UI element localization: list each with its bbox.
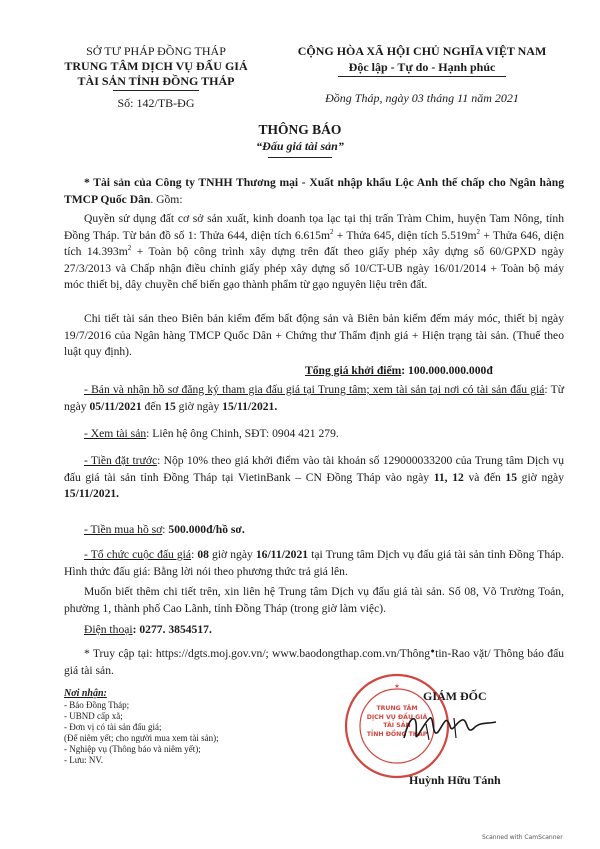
national-header bbox=[272, 44, 572, 106]
contact-info: Muốn biết thêm chi tiết trên, xin liên hệ Trung tâm Dịch vụ đấu giá tài sản. Số 08, Võ Trường Toản, phường 1, thành phố Cao Lãnh, tỉnh Đồng Tháp (trong giờ làm việc). bbox=[64, 585, 564, 615]
motto-underline bbox=[338, 76, 506, 77]
registration-schedule: - Bán và nhận hồ sơ đăng ký tham gia đấu giá tại Trung tâm; xem tài sản tại nơi có tài sản đấu giá: Từ ngày 05/11/2021 đến 15 giờ ngày 15/11/2021. bbox=[64, 383, 565, 413]
asset-description: Quyền sử dụng đất cơ sở sản xuất, kinh doanh tọa lạc tại thị trấn Tràm Chim, huyện Tam Nông, tỉnh Đồng Tháp. Từ bản đồ số 1: Thửa 644, diện tích $6.615m^2$ + Thửa 645, diện tích $5.519m^2$ + Thửa 646, diện tích $14.393m^2$ + Toàn bộ công trình xây dựng trên đất theo giấy phép xây dựng số 60/GPXD ngày 27/3/2013 và Chấp nhận điều chỉnh giấy phép xây dựng số 10/CT-UB ngày 16/01/2014 + Toàn bộ máy móc thiết bị, dây chuyền chế biến gạo thành phẩm từ gạo nguyên liệu trên đất. bbox=[64, 212, 565, 292]
scan-watermark: Scanned with CamScanner bbox=[482, 834, 563, 841]
recipient-item: (Để niêm yết; cho người mua xem tài sản); bbox=[64, 733, 219, 743]
asset-owner: * Tài sản của Công ty TNHH Thương mại - Xuất nhập khẩu Lộc Anh thế chấp cho Ngân hàng TMCP Quốc Dân. Gồm: bbox=[64, 176, 564, 206]
phone-line: Điện thoại: 0277. 3854517. bbox=[84, 623, 212, 636]
dossier-fee: - Tiền mua hồ sơ: 500.000đ/hồ sơ. bbox=[84, 523, 245, 536]
agency-header bbox=[40, 44, 272, 111]
issue-date: Đồng Tháp, ngày 03 tháng 11 năm 2021 bbox=[325, 91, 519, 105]
asset-viewing: - Xem tài sản: Liên hệ ông Chinh, SĐT: 0904 421 279. bbox=[84, 427, 339, 440]
seal-line: TRUNG TÂM bbox=[376, 705, 418, 712]
signatory-name: Huỳnh Hữu Tánh bbox=[409, 773, 501, 787]
starting-price: Tổng giá khởi điểm: 100.000.000.000đ bbox=[305, 364, 493, 377]
handwritten-signature bbox=[396, 704, 506, 750]
agency-parent: SỞ TƯ PHÁP ĐỒNG THÁP bbox=[86, 44, 226, 58]
seal-line: TÀI SẢN bbox=[383, 722, 411, 730]
agency-underline bbox=[113, 90, 199, 91]
recipient-item: - Báo Đồng Tháp; bbox=[64, 700, 130, 710]
signatory-title: GIÁM ĐỐC bbox=[423, 689, 487, 703]
seal-line: TỈNH ĐỒNG THÁP bbox=[366, 730, 428, 738]
recipients-title: Nơi nhận: bbox=[64, 688, 107, 699]
seal-line: DỊCH VỤ ĐẤU GIÁ bbox=[366, 713, 428, 721]
notice-title: THÔNG BÁO bbox=[258, 122, 342, 137]
deposit-info: - Tiền đặt trước: Nộp 10% theo giá khởi điểm vào tài khoản số 129000033200 của Trung tâm Dịch vụ đấu giá tài sản tỉnh Đồng Tháp tại VietinBank – CN Đồng Tháp vào ngày 11, 12 và đến 15 giờ ngày 15/11/2021. bbox=[64, 454, 564, 501]
signature-icon bbox=[396, 704, 506, 750]
recipient-item: - Nghiệp vụ (Thông báo và niêm yết); bbox=[64, 744, 201, 754]
svg-text:★: ★ bbox=[394, 683, 400, 690]
recipient-item: - Lưu: NV. bbox=[64, 755, 103, 765]
asset-details: Chi tiết tài sản theo Biên bản kiểm đếm bất động sản và Biên bản kiểm đếm máy móc, thiết bị ngày 19/7/2016 của Ngân hàng TMCP Quốc Dân + Chứng thư Thẩm định giá + Hiện trạng tài sản. (Thuế theo luật quy định). bbox=[64, 312, 564, 359]
national-title: CỘNG HÒA XÃ HỘI CHỦ NGHĨA VIỆT NAM bbox=[297, 44, 547, 58]
access-links: * Truy cập tại: https://dgts.moj.gov.vn/; www.baodongthap.com.vn/Thông●tin-Rao vặt/ Thông báo đấu giá tài sản. bbox=[64, 647, 565, 677]
recipient-item: - UBND cấp xã; bbox=[64, 711, 123, 721]
agency-name-line2: TÀI SẢN TỈNH ĐỒNG THÁP bbox=[77, 74, 235, 88]
agency-name-line1: TRUNG TÂM DỊCH VỤ ĐẤU GIÁ bbox=[64, 59, 248, 73]
recipient-item: - Đơn vị có tài sản đấu giá; bbox=[64, 722, 162, 732]
bullet-dot-icon: ● bbox=[430, 647, 436, 655]
document-number: Số: 142/TB-ĐG bbox=[117, 96, 195, 110]
recipients-block bbox=[64, 687, 284, 766]
notice-subtitle: “Đấu giá tài sản” bbox=[256, 139, 344, 153]
title-divider bbox=[268, 157, 332, 158]
auction-schedule: - Tổ chức cuộc đấu giá: 08 giờ ngày 16/11/2021 tại Trung tâm Dịch vụ đấu giá tài sản tỉnh Đồng Tháp. Hình thức đấu giá: Bằng lời nói theo phương thức trả giá lên. bbox=[64, 548, 564, 578]
national-motto: Độc lập - Tự do - Hạnh phúc bbox=[348, 60, 496, 74]
